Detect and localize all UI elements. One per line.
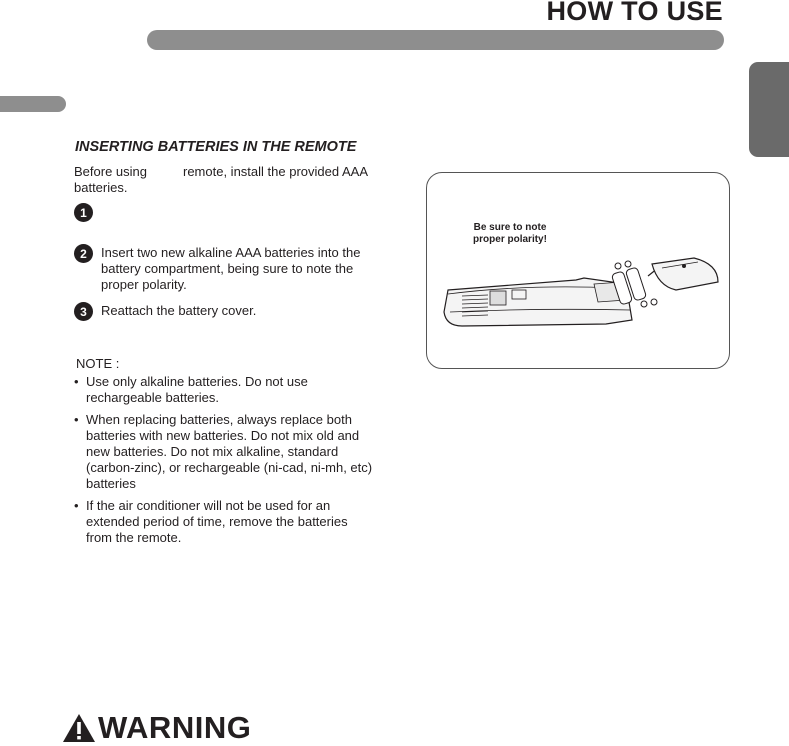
note-item-1: • Use only alkaline batteries. Do not use rechargeable batteries. bbox=[74, 374, 374, 406]
header-bar bbox=[147, 30, 724, 50]
step-2 bbox=[74, 245, 371, 293]
side-tab bbox=[749, 62, 789, 157]
section-title: INSERTING BATTERIES IN THE REMOTE bbox=[75, 139, 357, 155]
note-list bbox=[74, 374, 374, 552]
caption-line-1: Be sure to note bbox=[473, 222, 547, 233]
step-number-3: 3 bbox=[74, 302, 93, 321]
left-pill-marker bbox=[0, 96, 66, 112]
step-number-1: 1 bbox=[74, 203, 93, 222]
step-number-2: 2 bbox=[74, 244, 93, 263]
step-1 bbox=[74, 204, 371, 222]
illustration-caption bbox=[448, 222, 572, 246]
page-title: HOW TO USE bbox=[546, 0, 723, 26]
intro-part1: Before using bbox=[74, 164, 147, 179]
step-text-2: Insert two new alkaline AAA batteries into the battery compartment, being sure to note the proper polarity. bbox=[101, 245, 361, 292]
warning-text: WARNING bbox=[98, 710, 252, 745]
note-item-2: • When replacing batteries, always replace both batteries with new batteries. Do not mix old and new batteries. Do not mix alkaline, standard (carbon-zinc), or rechargeable (ni-cad, ni-mh, etc) batteries bbox=[74, 412, 374, 492]
intro-part2: remote, install the provided AAA batteries. bbox=[74, 164, 368, 195]
note-label: NOTE : bbox=[76, 356, 120, 371]
warning-heading bbox=[62, 710, 251, 746]
intro-text bbox=[74, 164, 374, 196]
step-text-3: Reattach the battery cover. bbox=[101, 303, 257, 318]
warning-triangle-icon bbox=[62, 713, 96, 743]
step-3 bbox=[74, 303, 371, 321]
caption-line-2: proper polarity! bbox=[473, 234, 547, 245]
remote-battery-illustration-icon bbox=[426, 172, 728, 367]
note-item-3: • If the air conditioner will not be used for an extended period of time, remove the batteries from the remote. bbox=[74, 498, 374, 546]
